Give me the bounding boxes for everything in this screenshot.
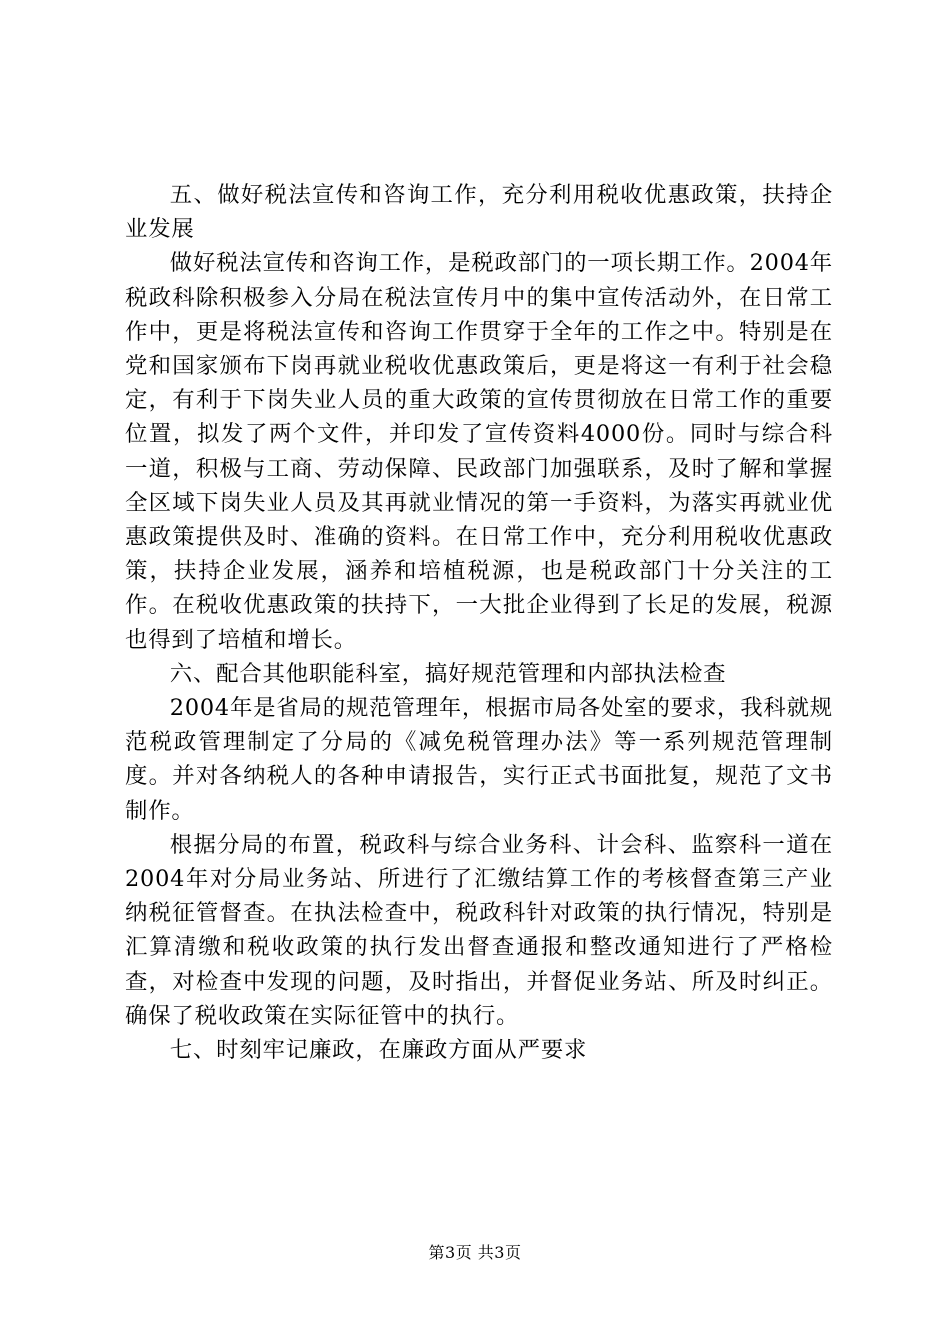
body-paragraph: 根据分局的布置，税政科与综合业务科、计会科、监察科一道在2004年对分局业务站、所进行了汇缴结算工作的考核督查第三产业纳税征管督查。在执法检查中，税政科针对政策的执行情况，特别是汇算清缴和税收政策的执行发出督查通报和整改通知进行了严格检查，对检查中发现的问题，及时指出，并督促业务站、所及时纠正。确保了税收政策在实际征管中的执行。: [125, 831, 833, 1029]
page-number-footer: 第3页 共3页: [428, 1243, 522, 1262]
body-paragraph: 2004年是省局的规范管理年，根据市局各处室的要求，我科就规范税政管理制定了分局的《减免税管理办法》等一系列规范管理制度。并对各纳税人的各种申请报告，实行正式书面批复，规范了文书制作。: [125, 695, 833, 824]
body-paragraph: 做好税法宣传和咨询工作，是税政部门的一项长期工作。2004年税政科除积极参入分局在税法宣传月中的集中宣传活动外，在日常工作中，更是将税法宣传和咨询工作贯穿于全年的工作之中。特别是在党和国家颁布下岗再就业税收优惠政策后，更是将这一有利于社会稳定，有利于下岗失业人员的重大政策的宣传贯彻放在日常工作的重要位置，拟发了两个文件，并印发了宣传资料4000份。同时与综合科一道，积极与工商、劳动保障、民政部门加强联系，及时了解和掌握全区域下岗失业人员及其再就业情况的第一手资料，为落实再就业优惠政策提供及时、准确的资料。在日常工作中，充分利用税收优惠政策，扶持企业发展，涵养和培植税源，也是税政部门十分关注的工作。在税收优惠政策的扶持下，一大批企业得到了长足的发展，税源也得到了培植和增长。: [125, 250, 833, 653]
section-heading-7: 七、时刻牢记廉政，在廉政方面从严要求: [169, 1037, 588, 1064]
document-body: [125, 178, 833, 1067]
section-heading-6: 六、配合其他职能科室，搞好规范管理和内部执法检查: [169, 660, 727, 687]
section-heading-5: 五、做好税法宣传和咨询工作，充分利用税收优惠政策，扶持企业发展: [125, 182, 833, 243]
